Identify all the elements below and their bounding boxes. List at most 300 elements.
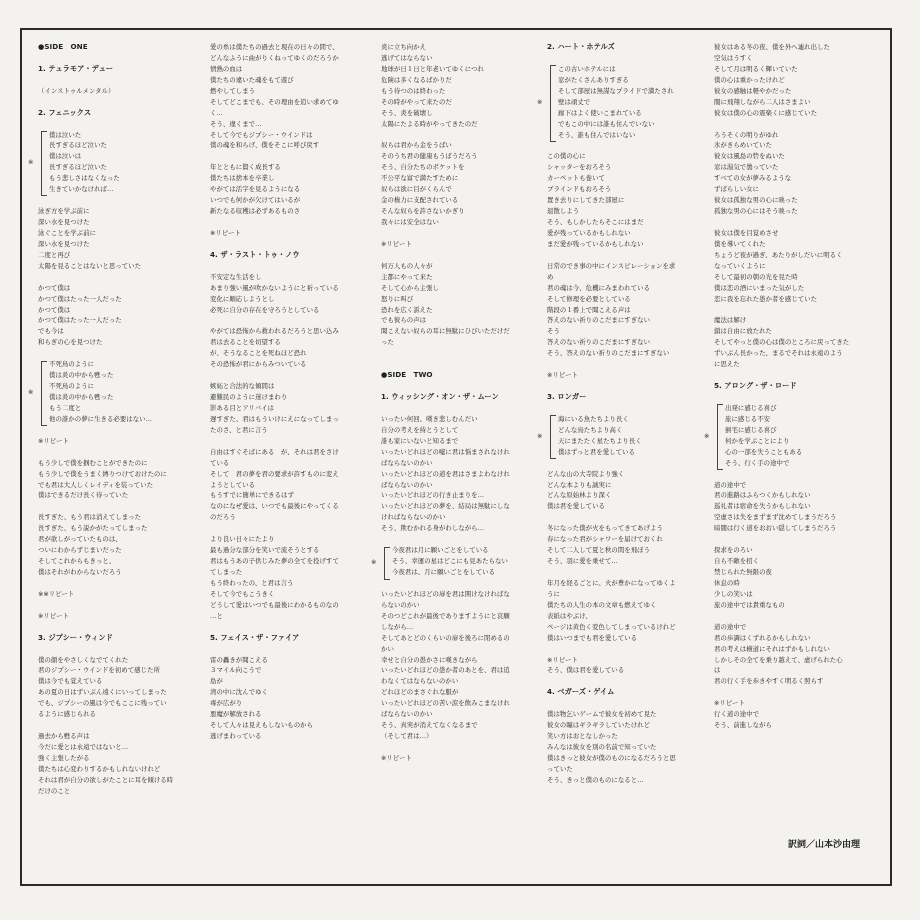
lyric-line: 我々には安全はない	[381, 218, 439, 226]
blank-line	[210, 644, 339, 655]
lyric-line: 君の魂は今、危機にみまわれている	[547, 283, 651, 292]
blank-line	[210, 239, 339, 250]
lyric-line: 君は去ることを切望する	[210, 338, 281, 347]
lyric-line: 彼女の瞳はギラギラしていたけれど	[547, 721, 651, 730]
lyric-line: もう終わったの、と君は言う	[210, 578, 294, 587]
lyric-line: かつて僕は	[38, 305, 71, 314]
lyric-line: 新たなる収穫は必ずあるものさ	[210, 207, 301, 216]
lyric-line: でも、ジプシーの風は今でもここに残ってい	[38, 699, 167, 708]
lyric-line: った	[381, 338, 394, 347]
blank-line	[547, 567, 676, 578]
blank-line	[38, 195, 173, 206]
lyric-line: 和らぎの心を見つけた	[38, 338, 103, 347]
lyric-line: みんなは彼女を別の名前で知っていた	[547, 743, 657, 751]
lyric-line: ページは黄色く変色してしまっているけれど	[547, 622, 676, 631]
lyric-line: 僕は今でも覚えている	[38, 677, 103, 686]
lyric-line: でもこの中には誰も住んでいない	[558, 119, 655, 128]
lyric-line: そう、真実が消えてなくなるまで	[381, 721, 478, 730]
blank-line	[547, 458, 676, 469]
blank-line	[547, 53, 676, 64]
lyric-line: く…	[210, 108, 223, 117]
blank-line	[381, 250, 510, 261]
lyric-line: るように感じられる	[38, 710, 96, 719]
lyric-line: いったい何回、嘆き悲しむんだい	[381, 414, 478, 423]
blank-line	[38, 720, 173, 731]
lyric-line: 深い水を見つけた	[38, 218, 90, 226]
blank-line	[38, 501, 173, 512]
lyric-line: 変化に順応しようとし	[210, 294, 275, 303]
chorus-bracket	[550, 65, 556, 142]
lyrics-column-3	[371, 42, 510, 764]
lyric-line: 窓がたくさんありすぎる	[558, 75, 629, 84]
blank-line	[38, 75, 173, 86]
lyric-line: そしてどこまでも、その理由を追い求めてゆ	[210, 97, 339, 106]
lyric-line: 海にいる魚たちより長く	[558, 414, 629, 423]
lyric-line: 僕たちは心変わりするかもしれないけれど	[38, 764, 161, 773]
lyric-line: シャッターをおろそう	[547, 163, 612, 172]
lyric-line: 僕たちは捨本を卒業し	[210, 174, 275, 183]
lyric-line: らないのかい	[381, 600, 420, 609]
lyric-line: ※※リピート	[38, 589, 75, 598]
lyric-line: 年月を経るごとに、火が豊かになってゆくよ	[547, 578, 676, 587]
lyric-line: 何万人もの人々が	[381, 261, 433, 270]
blank-line	[38, 622, 173, 633]
lyric-line: 逃げてはならない	[381, 53, 433, 62]
lyric-line: やがては恐怖から救われるだろうと思い込み	[210, 327, 339, 336]
lyric-line: のだろう	[210, 513, 236, 522]
lyric-line: 笑い方はおとなしかった	[547, 732, 618, 741]
lyric-line: 僕は炎の中から甦った	[49, 371, 114, 380]
blank-line	[381, 228, 510, 239]
lyric-line: やがては活字を見るようになる	[210, 185, 301, 194]
blank-line	[381, 403, 510, 414]
lyric-line: 何かを学ぶことにより	[725, 436, 790, 445]
lyric-line: もう悲しさはなくなった	[49, 174, 120, 183]
lyric-line: 出発に感じる喜び	[725, 403, 777, 412]
lyric-line: ブラインドもおろそう	[547, 185, 612, 194]
lyric-line: 雷の轟きが聞こえる	[210, 655, 268, 664]
blank-line	[38, 447, 173, 458]
lyric-line: 僕はずっと君を愛している	[558, 447, 635, 456]
lyric-line: 僕の顔をやさしくなでてくれた	[38, 655, 129, 664]
song-title: 1. ウィッシング・オン・ザ・ムーン	[381, 392, 499, 401]
lyric-line: ばならないのかい	[381, 480, 433, 489]
lyric-line: もう待つのは終わった	[381, 86, 446, 95]
lyric-line: そう、僕は君を愛している	[547, 666, 625, 675]
lyric-line: そう、自分たちのポケットを	[381, 163, 465, 172]
lyric-line: 彼女はある冬の夜、僕を外へ連れ出した	[714, 43, 830, 51]
lyric-line: 僕は泣いた	[49, 130, 82, 139]
lyric-line: いったいどれほどの嘘に君は悩まされなけれ	[381, 447, 510, 456]
lyric-line: そして人々は見えもしないものから	[210, 721, 314, 730]
lyric-line: そして心から主張し	[381, 283, 439, 292]
lyric-line: 僕は物乞いゲームで彼女を初めて見た	[547, 710, 657, 719]
blank-line	[210, 622, 339, 633]
lyric-line: 自ら不敵を招く	[714, 557, 760, 566]
song-title: 5. フェイス・ザ・ファイア	[210, 632, 300, 642]
blank-line	[547, 250, 676, 261]
lyric-line: 影ある目とアリバイは	[210, 403, 274, 412]
chorus-bracket	[41, 361, 47, 427]
lyric-line: もう少しで僕をうまく縛りつけておけたのに	[38, 469, 167, 478]
blank-line	[714, 305, 849, 316]
lyric-line: 僕は恋の酒にいまった気がした	[714, 283, 805, 292]
lyric-line: てしまった	[210, 568, 243, 576]
lyric-line: 巡礼者は宿命を失うかもしれない	[714, 502, 811, 511]
blank-line	[714, 392, 849, 403]
lyric-line: ついにわからずじまいだった	[38, 546, 122, 555]
side-heading: ●SIDE ONE	[38, 42, 88, 51]
lyric-line: 君のジプシー・ウインドを初めて感じた所	[38, 666, 160, 675]
lyric-line: ※リピート	[38, 611, 69, 620]
lyric-line: 冬になった僕が火をもってきてあげよう	[547, 524, 663, 533]
lyric-line: 奴らは君から金をうばい	[381, 141, 452, 150]
lyric-line: いったいどれほどの行き止まりを…	[381, 491, 485, 500]
lyric-line: そしてあとどのくらいの扉を後ろに閉めるの	[381, 633, 510, 642]
chorus-bracket	[384, 547, 390, 580]
lyric-line: ※リピート	[547, 371, 578, 380]
lyric-line: あまり強い風が吹かないようにと祈っている	[210, 283, 339, 292]
song-title: 3. ジプシー・ウィンド	[38, 632, 113, 642]
blank-line	[714, 687, 849, 698]
lyric-line: 僕は泣いは	[49, 152, 82, 161]
lyric-line: そのつどこれが最後でありますようにと哀願	[381, 611, 510, 620]
lyric-line: 僕を導いてくれた	[714, 239, 766, 248]
blank-line	[381, 381, 510, 392]
blank-line	[714, 611, 849, 622]
lyric-line: 行く道の途中で	[714, 710, 760, 719]
blank-line	[38, 578, 173, 589]
lyric-line: 暗闇は行く道をおおい隠してしまうだろう	[714, 524, 837, 533]
lyric-line: 心の一部を失うこともある	[725, 447, 803, 456]
lyric-line: あの夏の日はずいぶん遠くにいってしまった	[38, 688, 167, 697]
lyric-line: いったいどれほどの愚か者のあとを、君は追	[381, 666, 510, 675]
chorus-mark-icon: ※	[537, 431, 543, 440]
lyric-line: 二度と再び	[38, 250, 71, 259]
lyric-line: 不死鳥のように	[49, 360, 95, 369]
lyric-line: 幸せと自分の愚かさに嘆きながら	[381, 655, 478, 664]
lyric-line: 彼女は僕の心の震楽くに感じていた	[714, 108, 818, 117]
blank-line	[210, 436, 339, 447]
lyric-line: どうして愛はいつでも最後にわかるものなの	[210, 600, 339, 609]
blank-line	[38, 425, 173, 436]
blank-line	[210, 523, 339, 534]
lyric-line: ちょうど夜が過ぎ、あたりがしだいに明るく	[714, 250, 843, 259]
lyric-line: ければならないのかい	[381, 513, 446, 522]
lyric-line: そしてやっと僕の心は僕のところに戻ってきた	[714, 338, 850, 347]
song-title: 5. アロング・ザ・ロード	[714, 381, 797, 391]
song-title: 1. テュラモア・デュー	[38, 63, 114, 73]
lyric-line: いったいどれほどの苦い涙を飲みこまなけれ	[381, 699, 510, 708]
lyric-line: 金の権力に支配されている	[381, 196, 459, 205]
lyric-line: 過去から甦る声は	[38, 732, 90, 741]
blank-line	[714, 119, 849, 130]
lyric-line: 探求をのろい	[714, 546, 753, 555]
lyric-line: ３マイル向こうで	[210, 666, 262, 675]
lyric-line: 僕たちの人生の本の文章も燃えてゆく	[547, 600, 657, 609]
lyric-line: 地球が日１日と年老いてゆくにつれ	[381, 64, 484, 73]
lyric-line: ※リピート	[381, 753, 412, 762]
blank-line	[547, 676, 676, 687]
lyric-line: 自由はすぐそばにある が、それは君をさけ	[210, 447, 339, 456]
lyric-line: 必死に自分の存在を守ろうとしている	[210, 305, 320, 314]
lyric-line: ようとしている	[210, 480, 256, 489]
lyric-line: いったいどれほどの道を君はさまよわなけれ	[381, 469, 510, 478]
lyric-line: それは君が自分の欲しがたことに耳を傾ける時	[38, 775, 174, 784]
lyric-line: 君の歩調はくずれるかもしれない	[714, 633, 811, 642]
blank-line	[714, 217, 849, 228]
lyric-line: ※リピート	[381, 239, 412, 248]
lyric-line: そう、行く手の途中で	[725, 458, 790, 467]
lyric-line: ている	[210, 458, 230, 467]
lyric-line: 少しの笑いは	[714, 589, 753, 598]
lyric-line: その時がやって来たのだ	[381, 97, 452, 106]
lyric-line: そして部屋は無謀なプライドで満たされ	[558, 86, 674, 95]
lyric-line: 強く主張したがる	[38, 753, 90, 762]
lyric-line: 退散しよう	[547, 207, 580, 216]
lyric-line: 毒が広がり	[210, 699, 243, 708]
lyric-line: 旅に感じる不安	[725, 414, 771, 423]
lyric-line: うに	[547, 589, 560, 598]
lyric-line: 恋に我を忘れた愚か者を感じていた	[714, 294, 818, 303]
blank-line	[38, 600, 173, 611]
lyrics-column-1	[28, 42, 174, 797]
lyric-line: 怒りに叫び	[381, 294, 414, 303]
lyric-line: 避難民のように迷けまわり	[210, 393, 288, 401]
lyric-line: そう、きっと僕のものになると…	[547, 775, 644, 784]
lyrics-column-4	[537, 42, 676, 786]
lyric-line: なのになぜ愛は、いつでも最後にやってくる	[210, 502, 339, 511]
blank-line	[381, 534, 510, 545]
lyric-line: そう、欺むかれる身がわしながら…	[381, 524, 485, 533]
song-title: 4. ベガーズ・ゲイム	[547, 687, 615, 697]
lyric-line: 炎に立ち向かえ	[381, 43, 427, 51]
chorus-mark-icon: ※	[537, 97, 543, 106]
lyric-line: 長すぎるほど泣いた	[49, 141, 107, 150]
lyric-line: 僕はいつまでも君を愛している	[547, 633, 638, 642]
lyrics-column-2	[210, 42, 339, 742]
lyric-line: 孤独な男の心にはそう映った	[714, 207, 798, 216]
chorus-bracket	[550, 415, 556, 459]
blank-line	[381, 742, 510, 753]
blank-line	[210, 217, 339, 228]
lyric-line: 愛の糸は僕たちの過去と現在の日々の間で、	[210, 43, 339, 51]
lyrics-column-5	[704, 42, 850, 731]
blank-line	[547, 644, 676, 655]
chorus-bracket	[717, 404, 723, 470]
chorus-mark-icon: ※	[704, 431, 710, 440]
lyric-line: そう、答えのない祈りのこだまにすぎない	[547, 349, 670, 358]
lyric-line: どんな山の大寺院より強く	[547, 469, 625, 478]
lyric-line: 窓は湯気で曇っていた	[714, 163, 779, 172]
lyric-line: そう、誰も住んではいない	[558, 130, 636, 139]
lyric-line: 禁じられた無限の夜	[714, 568, 772, 576]
lyric-line: 恐れを広く訴えた	[381, 305, 433, 314]
lyric-line: 鎖は自由に放たれた	[714, 327, 772, 336]
lyric-line: 愛が残っているかもしれない	[547, 228, 631, 237]
lyric-line: ばならないのかい	[381, 710, 433, 719]
blank-line	[38, 272, 173, 283]
lyric-line: 壁は頑丈で	[558, 97, 591, 106]
lyric-line: 答えのない祈りのこだまにすぎない	[547, 338, 651, 347]
lyric-line: ※リピート	[210, 228, 241, 237]
lyric-line: より良い日々にたより	[210, 535, 275, 544]
translator-credit: 訳詞／山本沙由理	[788, 840, 861, 850]
lyric-line: 僕はできるだけ長く待っていた	[38, 491, 129, 500]
lyric-line: ※リピート	[38, 436, 69, 445]
lyric-line: そう	[547, 327, 560, 336]
lyric-line: わなくてはならないのかい	[381, 677, 459, 686]
lyric-line: そして最初の朝の光を見た時	[714, 272, 798, 281]
lyric-line: もう少しで僕を掴むことができたのに	[38, 458, 148, 467]
lyric-line: 答えのない祈りのこだまにすぎない	[547, 316, 651, 325]
lyric-line: 氷がきらめいていた	[714, 141, 772, 150]
blank-line	[547, 512, 676, 523]
lyric-line: そして 君の夢を君の要求が許すものに変え	[210, 469, 339, 478]
lyric-line: そして今でもこうきく	[210, 589, 275, 598]
lyric-line: そう、違くまで…	[210, 119, 262, 128]
lyric-line: が、そうなることを死ねほど恐れ	[210, 349, 307, 358]
blank-line	[38, 348, 173, 359]
lyric-line: そう、炎を破壊し	[381, 108, 433, 117]
song-title: 4. ザ・ラスト・トゥ・ノウ	[210, 249, 300, 259]
lyric-line: 最も過分な部分を笑いで流そうとする	[210, 546, 320, 555]
lyric-line: どんな本よりも誠実に	[547, 480, 612, 489]
lyric-line: いったいどれほどの夢を、結局は無駄にしな	[381, 502, 510, 511]
blank-line	[714, 370, 849, 381]
lyric-line: 彼女は風島の砦をぬいた	[714, 152, 785, 161]
lyric-line: なっていくように	[714, 261, 766, 270]
lyric-line: 深い水を見つけた	[38, 239, 90, 248]
lyric-line: 旅の途中では貴重なもの	[714, 600, 785, 609]
lyric-line: どんな鳥たちより高く	[558, 425, 623, 434]
lyric-line: ずいぶん長かった、まるでそれは永遠のよう	[714, 349, 843, 358]
lyric-line: ※リピート	[714, 699, 745, 708]
lyric-line: そして今でもジプシー・ウインドは	[210, 130, 313, 139]
lyric-line: どんなふうに曲がりくねってゆくのだろうか	[210, 53, 339, 62]
blank-line	[381, 348, 510, 359]
lyric-line: 置き去りにしてきた部屋に	[547, 196, 625, 205]
blank-line	[210, 315, 339, 326]
lyric-line: 魔法は解け	[714, 316, 747, 325]
lyric-line: でも彼らの声は	[381, 316, 427, 325]
lyric-line: 自分の考えを持とうとして	[381, 425, 459, 434]
lyric-line: 道の途中で	[714, 622, 747, 631]
lyric-line: しかしその全てを乗り越えて、虚げられた心	[714, 655, 843, 664]
blank-line	[547, 140, 676, 151]
lyric-line: 春になった君がシャワーを届けておくれ	[547, 535, 663, 544]
lyric-line: 彼女の感触は軽やかだった	[714, 86, 792, 95]
lyric-line: 危険は多くなるばかりだ	[381, 75, 452, 84]
lyric-line: 僕の心は重かったけれど	[714, 75, 785, 84]
lyric-line: 道の途中で	[714, 480, 747, 489]
lyric-line: でも今は	[38, 327, 64, 336]
lyric-line: この古いホテルには	[558, 64, 616, 73]
lyric-line: 君が欲しがっていたものは、	[38, 535, 122, 544]
lyric-line: そう、幸運の星はどこにも見あたらない	[392, 557, 508, 566]
lyric-line: かつて僕はたった一人だった	[38, 294, 122, 303]
lyric-line: そして二人して夏と秋の間を飛ぼう	[547, 546, 651, 555]
lyric-line: 僕は君を愛している	[547, 502, 605, 511]
lyric-line: 太陽にたよる時がやってきたのだ	[381, 119, 478, 128]
lyric-line: 空気はうすく	[714, 53, 753, 62]
lyric-line: 今だに愛とは永遠ではないと…	[38, 743, 129, 751]
lyric-line: 太陽を見ることはないと思っていた	[38, 261, 142, 270]
lyric-line: 聞こえない奴らの耳に無駄にひびいただけだ	[381, 327, 510, 336]
lyric-line: まだ愛が残っているかもしれない	[547, 239, 644, 248]
lyric-line: 不公平な富で満たすために	[381, 174, 459, 183]
lyric-line: たのさ、と君に言う	[210, 425, 268, 434]
lyric-line: 島が	[210, 677, 223, 686]
lyric-line: 年とともに賢く成長する	[210, 163, 281, 172]
song-title: 2. フェニックス	[38, 107, 92, 117]
chorus-mark-icon: ※	[28, 387, 34, 396]
lyric-line: その恐怖が君にからみついている	[210, 360, 307, 369]
blank-line	[547, 698, 676, 709]
lyric-line: 逃げまわっている	[210, 732, 262, 741]
lyric-line: ずばらしい女に	[714, 185, 760, 194]
lyric-line: 泳ぎ方を学ぶ前に	[38, 207, 90, 216]
lyric-line: 僕はそれがわからないだろう	[38, 568, 122, 576]
lyric-line: 生きていかなければ…	[49, 185, 114, 194]
lyric-line: そう、前進しながら	[714, 721, 772, 730]
lyric-line: そんな奴らを許さないかぎり	[381, 207, 465, 216]
blank-line	[547, 381, 676, 392]
lyric-line: かつて僕は	[38, 283, 71, 292]
lyric-line: 不死鳥のように	[49, 382, 95, 391]
lyric-line: しながら…	[381, 622, 414, 631]
lyric-line: 悪魔が解放される	[210, 710, 262, 719]
blank-line	[38, 644, 173, 655]
lyric-line: 君の考えは横道にそれはずかもしれない	[714, 644, 830, 653]
chorus-bracket	[41, 131, 47, 197]
lyric-line: 僕は炎の中から甦った	[49, 393, 114, 401]
lyric-line: 君の進路はふらつくかもしれない	[714, 491, 811, 500]
lyric-line: 湾の中に沈んでゆく	[210, 688, 268, 697]
lyric-line: そして月は明るく輝いていた	[714, 64, 798, 73]
blank-line	[210, 261, 339, 272]
blank-line	[381, 578, 510, 589]
lyric-line: （インストゥルメンタル）	[38, 86, 115, 95]
blank-line	[714, 469, 849, 480]
lyric-line: は	[714, 666, 721, 675]
blank-line	[210, 370, 339, 381]
blank-line	[381, 359, 510, 370]
blank-line	[381, 130, 510, 141]
blank-line	[38, 53, 173, 64]
lyric-line: そしてこれからもきっと、	[38, 557, 116, 566]
lyric-line: 遅すぎた、君はもういけにえになってしまっ	[210, 414, 339, 423]
lyric-line: 君の行く手を歩きやすく明るく照らす	[714, 677, 824, 686]
lyric-line: 休息の時	[714, 578, 740, 587]
lyric-line: いったいどれほどの扉を君は開けなければな	[381, 589, 510, 598]
lyric-line: に思えた	[714, 360, 740, 369]
lyric-line: 情熱の血は	[210, 64, 243, 73]
lyric-line: もう二度と	[49, 403, 82, 412]
blank-line	[38, 97, 173, 108]
song-title: 2. ハート・ホテルズ	[547, 42, 615, 51]
lyric-line: ※リピート	[547, 655, 578, 664]
lyric-line: 不安定な生活をし	[210, 272, 262, 281]
lyric-line: そして修理を必要としている	[547, 294, 631, 303]
lyric-line: 君はもうあの子供じみた夢の全てを投げすて	[210, 557, 340, 566]
lyric-line: 長すぎるほど泣いた	[49, 163, 107, 172]
lyric-line: この僕の心に	[547, 152, 586, 161]
blank-line	[547, 359, 676, 370]
lyric-line: かつて僕はたった一人だった	[38, 316, 122, 325]
chorus-mark-icon: ※	[371, 557, 377, 566]
lyric-line: っていた	[547, 764, 573, 773]
